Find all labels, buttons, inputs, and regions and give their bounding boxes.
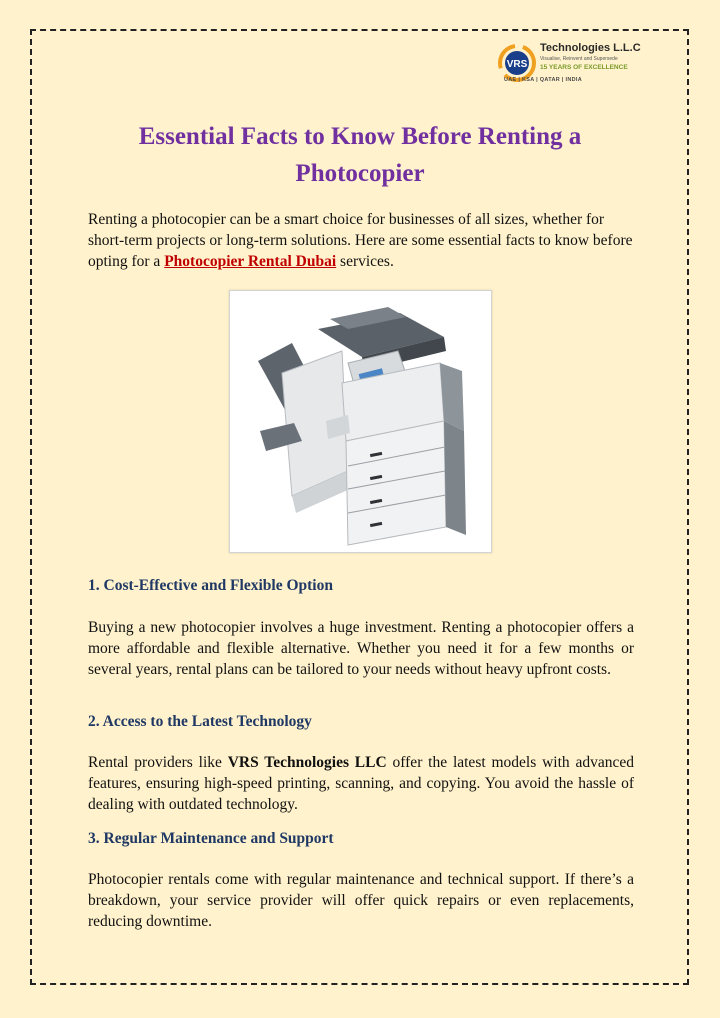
intro-text-end: services. [336,253,394,270]
logo-tagline: Visualise, Reinvent and Supersede [540,56,618,62]
logo-mark-text: VRS [506,59,528,70]
section-2-heading: 2. Access to the Latest Technology [88,713,312,730]
logo-excellence-text: 15 YEARS OF EXCELLENCE [540,64,628,71]
company-name-bold: VRS Technologies LLC [227,754,387,771]
intro-paragraph [88,209,634,272]
photocopier-image [229,290,492,553]
intro-text: Renting a photocopier can be a smart choice for businesses of all sizes, whether for short-term projects or long-term solutions. Here are some essential facts to know before opting for a [88,211,633,270]
section-2-text: Rental providers like [88,754,228,771]
logo-regions: UAE | KSA | QATAR | INDIA [504,77,583,83]
section-3-body: Photocopier rentals come with regular maintenance and technical support. If there’s a breakdown, your service provider will offer quick repairs or even replacements, reducing downtime. [88,871,634,930]
section-1-heading: 1. Cost-Effective and Flexible Option [88,577,333,594]
section-2-text-end: offer the latest models with advanced features, ensuring high-speed printing, scanning, and copying. You avoid the hassle of dealing with outdated technology. [88,754,634,813]
section-2-body [88,752,634,815]
company-logo [496,40,646,88]
document-title: Essential Facts to Know Before Renting a Photocopier [138,123,582,187]
photocopier-rental-dubai-link[interactable]: Photocopier Rental Dubai [164,253,337,270]
section-3-heading: 3. Regular Maintenance and Support [88,830,334,847]
section-1-body: Buying a new photocopier involves a huge investment. Renting a photocopier offers a more affordable and flexible alternative. Whether you need it for a few months or several years, rental plans can be tailored to your needs without heavy upfront costs. [88,619,634,678]
photocopier-icon [230,291,491,552]
logo-company-name: Technologies L.L.C [540,42,641,54]
